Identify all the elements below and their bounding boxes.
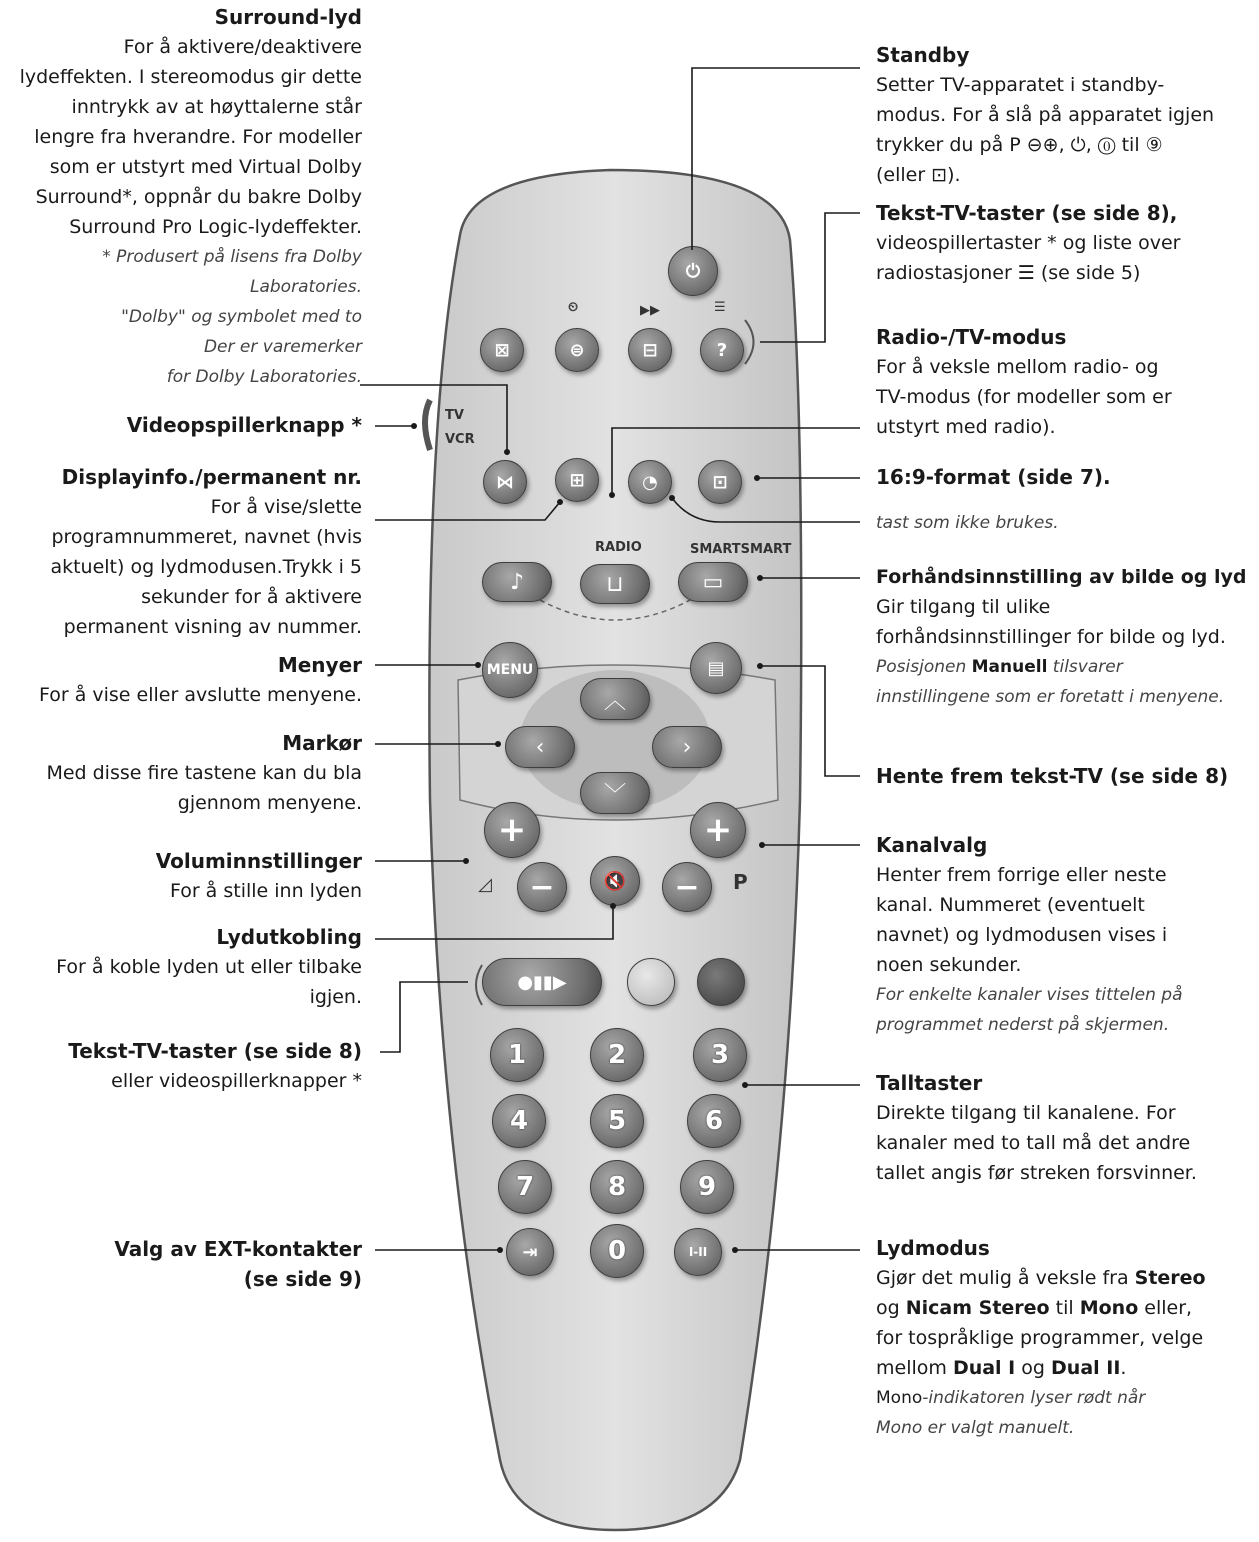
display-title: Displayinfo./permanent nr. bbox=[61, 465, 362, 489]
surround-line: inntrykk av at høyttalerne står bbox=[71, 96, 362, 118]
dolby-note: "Dolby" og symbolet med to bbox=[121, 307, 362, 327]
radio-tv-line: TV-modus (for modeller som er bbox=[876, 386, 1172, 408]
channel-title: Kanalvalg bbox=[876, 833, 988, 857]
sm-bold: Stereo bbox=[1134, 1267, 1206, 1289]
ext-title: Valg av EXT-kontakter bbox=[114, 1237, 362, 1261]
sm-bold: Nicam Stereo bbox=[905, 1297, 1050, 1319]
preset-line: forhåndsinnstillinger for bilde og lyd. bbox=[876, 626, 1226, 648]
radio-tv-title: Radio-/TV-modus bbox=[876, 325, 1067, 349]
standby-callout bbox=[876, 40, 1259, 190]
fast-forward-button-icon: ⊟ bbox=[642, 339, 658, 361]
digit-2-button[interactable]: 2 bbox=[590, 1028, 644, 1082]
cursor-callout bbox=[0, 728, 362, 818]
surround-line: For å aktivere/deaktivere bbox=[123, 36, 362, 58]
standby-title: Standby bbox=[876, 43, 970, 67]
ext-title: (se side 9) bbox=[243, 1267, 362, 1291]
surround-callout bbox=[0, 2, 362, 392]
teletext-icon: ▤ bbox=[707, 657, 725, 679]
volume-title: Voluminnstillinger bbox=[155, 849, 362, 873]
channel-note: For enkelte kanaler vises tittelen på bbox=[876, 985, 1183, 1005]
digits-line: kanaler med to tall må det andre bbox=[876, 1132, 1191, 1154]
display-line: sekunder for å aktivere bbox=[141, 586, 362, 608]
sound-mode-line-1 bbox=[876, 1263, 1259, 1293]
menus-callout bbox=[0, 650, 362, 710]
volume-line: For å stille inn lyden bbox=[169, 880, 362, 902]
vcr-label: VCR bbox=[445, 432, 475, 447]
digit-7-button[interactable]: 7 bbox=[498, 1160, 552, 1214]
teletext-left-line: eller videospillerknapper * bbox=[111, 1070, 362, 1092]
timer-icon: ◔ bbox=[642, 471, 658, 493]
sm-bold: Dual I bbox=[952, 1357, 1016, 1379]
channel-note: programmet nederst på skjermen. bbox=[876, 1015, 1170, 1035]
standby-line: Setter TV-apparatet i standby- bbox=[876, 74, 1165, 96]
format-title: 16:9-format (side 7). bbox=[876, 465, 1111, 489]
channel-line: Henter frem forrige eller neste bbox=[876, 864, 1167, 886]
preset-line: Gir tilgang til ulike bbox=[876, 596, 1051, 618]
dolby-note: Der er varemerker bbox=[203, 337, 362, 357]
sm-text: og bbox=[876, 1297, 906, 1319]
sm-bold: Dual II bbox=[1051, 1357, 1121, 1379]
mute-x-icon: ⊠ bbox=[494, 339, 510, 361]
volume-icon: ◿ bbox=[478, 874, 492, 895]
plus-icon: + bbox=[703, 810, 733, 850]
vcr-icon: ⋈ bbox=[496, 471, 514, 493]
sound-mode-note-1 bbox=[876, 1383, 1259, 1413]
sound-mode-line-2 bbox=[876, 1293, 1259, 1323]
clock-icon: ⏲ bbox=[568, 300, 579, 315]
radio-label: RADIO bbox=[595, 540, 642, 555]
sm-bold: Mono bbox=[876, 1388, 923, 1408]
sound-mode-callout bbox=[876, 1233, 1259, 1443]
menu-label: MENU bbox=[486, 662, 534, 678]
mute-callout bbox=[0, 922, 362, 1012]
teletext-keys-line: radiostasjoner ☰ (se side 5) bbox=[876, 262, 1141, 284]
widescreen-icon: ⊡ bbox=[712, 471, 728, 493]
preset-note-post: tilsvarer bbox=[1047, 657, 1123, 677]
digit-4-button[interactable]: 4 bbox=[492, 1094, 546, 1148]
display-line: aktuelt) og lydmodusen.Trykk i 5 bbox=[50, 556, 362, 578]
minus-icon: − bbox=[674, 869, 700, 905]
sm-text: Gjør det mulig å veksle fra bbox=[876, 1267, 1135, 1289]
radio-tv-line: utstyrt med radio). bbox=[876, 416, 1056, 438]
help-icon: ? bbox=[716, 339, 728, 361]
info-icon: ⊞ bbox=[569, 469, 585, 491]
down-arrow-icon: ﹀ bbox=[603, 782, 626, 808]
surround-title: Surround-lyd bbox=[214, 5, 362, 29]
tv-label: TV bbox=[445, 408, 464, 423]
display-line: permanent visning av nummer. bbox=[63, 616, 362, 638]
digit-5-button[interactable]: 5 bbox=[590, 1094, 644, 1148]
surround-line: Surround*, oppnår du bakre Dolby bbox=[35, 186, 362, 208]
mute-speaker-icon: 🔇 bbox=[603, 870, 627, 892]
preset-note-bold: Manuell bbox=[971, 657, 1048, 677]
power-icon: ⏻ bbox=[685, 260, 701, 282]
sm-text: eller, bbox=[1138, 1297, 1193, 1319]
radio-icon: ⊔ bbox=[606, 571, 624, 597]
teletext-keys-title: Tekst-TV-taster (se side 8), bbox=[876, 201, 1178, 225]
cursor-line: Med disse fire tastene kan du bla bbox=[46, 762, 362, 784]
preset-note-2: innstillingene som er foretatt i menyene. bbox=[876, 687, 1225, 707]
teletext-call-title: Hente frem tekst-TV (se side 8) bbox=[876, 764, 1229, 788]
sm-text: til bbox=[1049, 1297, 1080, 1319]
channel-line: navnet) og lydmodusen vises i bbox=[876, 924, 1168, 946]
unused-key-note: tast som ikke brukes. bbox=[876, 513, 1059, 533]
teletext-left-callout bbox=[0, 1036, 362, 1096]
clock-button-icon: ⊜ bbox=[569, 339, 585, 361]
digits-title: Talltaster bbox=[876, 1071, 983, 1095]
channel-callout bbox=[876, 830, 1259, 1040]
teletext-left-title: Tekst-TV-taster (se side 8) bbox=[68, 1039, 362, 1063]
p-label: P bbox=[733, 870, 748, 894]
vcr-button-title: Videopspillerknapp * bbox=[126, 413, 362, 437]
dual-sound-button[interactable]: I-II bbox=[674, 1228, 722, 1276]
channel-line: kanal. Nummeret (eventuelt bbox=[876, 894, 1145, 916]
volume-callout bbox=[0, 846, 362, 906]
teletext-keys-line: videospillertaster * og liste over bbox=[876, 232, 1181, 254]
right-arrow-icon: › bbox=[682, 734, 692, 760]
ext-callout bbox=[0, 1234, 362, 1294]
list-icon: ☰ bbox=[714, 300, 726, 315]
sm-text: mellom bbox=[876, 1357, 953, 1379]
minus-icon: − bbox=[529, 869, 555, 905]
music-note-icon: ♪ bbox=[509, 569, 525, 595]
standby-line: modus. For å slå på apparatet igjen bbox=[876, 104, 1215, 126]
preset-callout bbox=[876, 562, 1259, 712]
surround-line: lengre fra hverandre. For modeller bbox=[34, 126, 362, 148]
surround-line: som er utstyrt med Virtual Dolby bbox=[49, 156, 362, 178]
preset-note bbox=[876, 652, 1259, 682]
cursor-title: Markør bbox=[282, 731, 362, 755]
plus-icon: + bbox=[497, 810, 527, 850]
teletext-keys-callout bbox=[876, 198, 1259, 288]
digit-3-button[interactable]: 3 bbox=[693, 1028, 747, 1082]
digits-line: Direkte tilgang til kanalene. For bbox=[876, 1102, 1176, 1124]
digit-8-button[interactable]: 8 bbox=[590, 1160, 644, 1214]
display-line: programnummeret, navnet (hvis bbox=[51, 526, 362, 548]
digit-1-button[interactable]: 1 bbox=[490, 1028, 544, 1082]
digit-0-button[interactable]: 0 bbox=[590, 1224, 644, 1278]
display-callout bbox=[0, 462, 362, 642]
sound-mode-line-3: for tospråklige programmer, velge bbox=[876, 1327, 1204, 1349]
smart-label: SMARTSMART bbox=[690, 542, 792, 557]
preset-note-pre: Posisjonen bbox=[876, 657, 972, 677]
display-line: For å vise/slette bbox=[210, 496, 362, 518]
radio-tv-callout bbox=[876, 322, 1259, 442]
cursor-line: gjennom menyene. bbox=[177, 792, 362, 814]
standby-line: trykker du på P ⊖⊕, ⏻, ⓪ til ⑨ bbox=[876, 134, 1163, 156]
fast-forward-icon: ▶▶ bbox=[640, 303, 660, 318]
digits-callout bbox=[876, 1068, 1259, 1188]
record-icon: ●▮▮▶ bbox=[517, 971, 567, 993]
standby-line: (eller ⊡). bbox=[876, 164, 961, 186]
dolby-note: for Dolby Laboratories. bbox=[166, 367, 362, 387]
dolby-note: Laboratories. bbox=[250, 277, 362, 297]
sound-mode-note-2: Mono er valgt manuelt. bbox=[876, 1418, 1075, 1438]
surround-line: lydeffekten. I stereomodus gir dette bbox=[19, 66, 362, 88]
menus-line: For å vise eller avslutte menyene. bbox=[38, 684, 362, 706]
digits-line: tallet angis før streken forsvinner. bbox=[876, 1162, 1197, 1184]
digit-9-button[interactable]: 9 bbox=[680, 1160, 734, 1214]
preset-title: Forhåndsinnstilling av bilde og lyd bbox=[876, 566, 1247, 588]
picture-icon: ▭ bbox=[702, 569, 724, 595]
surround-line: Surround Pro Logic-lydeffekter. bbox=[69, 216, 362, 238]
sm-bold: Mono bbox=[1079, 1297, 1139, 1319]
channel-line: noen sekunder. bbox=[876, 954, 1022, 976]
menus-title: Menyer bbox=[277, 653, 362, 677]
left-arrow-icon: ‹ bbox=[535, 734, 545, 760]
digit-6-button[interactable]: 6 bbox=[687, 1094, 741, 1148]
mute-line: For å koble lyden ut eller tilbake igjen. bbox=[56, 956, 362, 1008]
sm-text: og bbox=[1015, 1357, 1052, 1379]
dolby-note: * Produsert på lisens fra Dolby bbox=[102, 247, 362, 267]
radio-tv-line: For å veksle mellom radio- og bbox=[876, 356, 1159, 378]
up-arrow-icon: ︿ bbox=[603, 688, 626, 714]
sm-text: . bbox=[1120, 1357, 1127, 1379]
sm-text: -indikatoren lyser rødt når bbox=[922, 1388, 1146, 1408]
sound-mode-line-4 bbox=[876, 1353, 1259, 1383]
ext-input-icon: ⇥ bbox=[522, 1241, 538, 1263]
mute-title: Lydutkobling bbox=[216, 925, 362, 949]
sound-mode-title: Lydmodus bbox=[876, 1236, 990, 1260]
